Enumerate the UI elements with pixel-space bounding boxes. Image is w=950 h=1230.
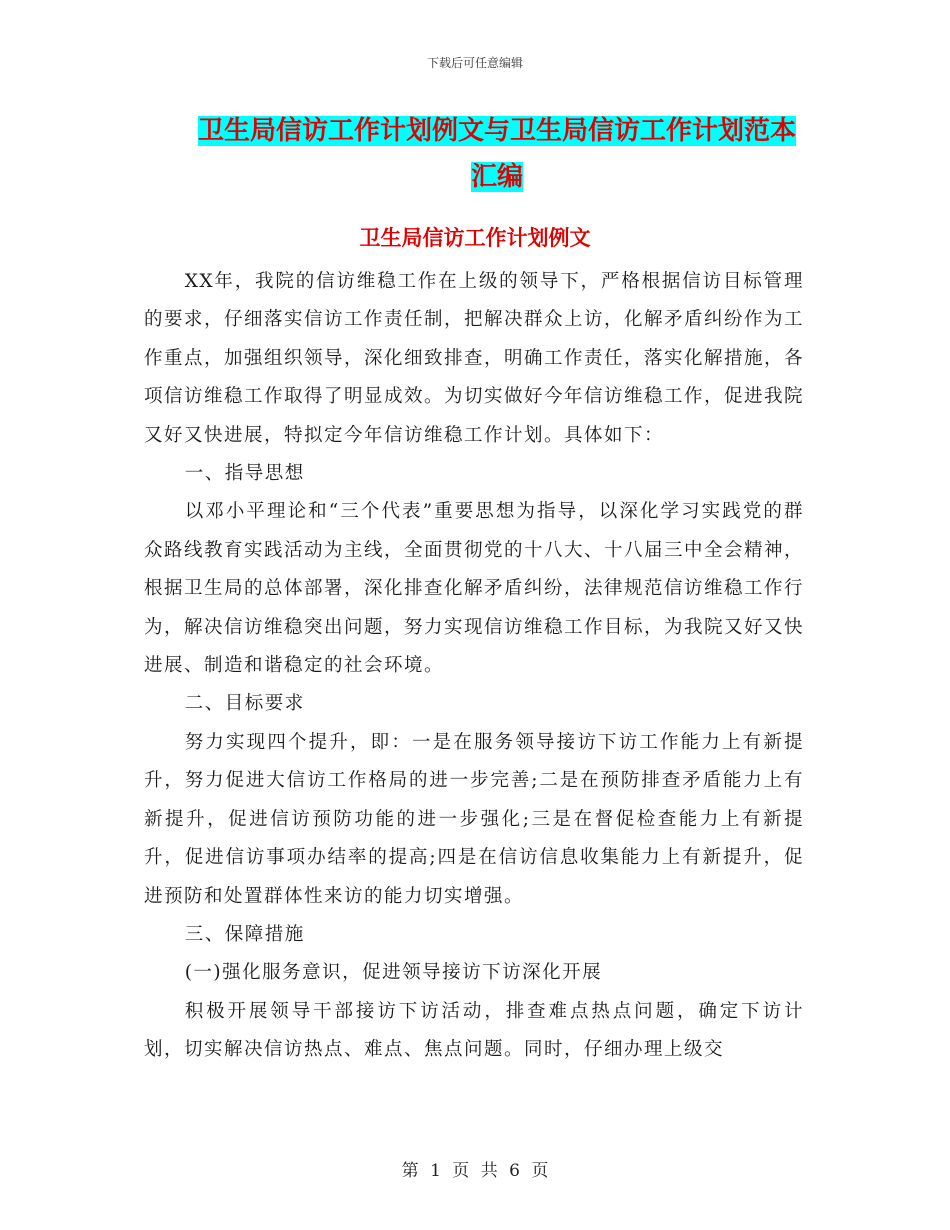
heading-goals: 二、目标要求 [184, 693, 305, 715]
document-title [192, 108, 802, 200]
heading-measures: 三、保障措施 [184, 923, 305, 945]
section-title: 卫生局信访工作计划例文 [359, 225, 591, 250]
subheading-measure-1: (一)强化服务意识，促进领导接访下访深化开展 [184, 962, 603, 984]
heading-guiding-thought: 一、指导思想 [184, 463, 305, 485]
paragraph-guiding-thought: 以邓小平理论和“三个代表”重要思想为指导，以深化学习实践党的群众路线教育实践活动为主线，全面贯彻党的十八大、十八届三中全会精神，根据卫生局的总体部署，深化排查化解矛盾纠纷，法律规范信访维稳工作行为，解决信访维稳突出问题，努力实现信访维稳工作目标，为我院又好又快进展、制造和谐稳定的社会环境。 [144, 501, 805, 677]
paragraph-intro: XX年，我院的信访维稳工作在上级的领导下，严格根据信访目标管理的要求，仔细落实信访工作责任制，把解决群众上访，化解矛盾纠纷作为工作重点，加强组织领导，深化细致排查，明确工作责任，落实化解措施，各项信访维稳工作取得了明显成效。为切实做好今年信访维稳工作，促进我院又好又快进展，特拟定今年信访维稳工作计划。具体如下： [144, 271, 805, 446]
paragraph-measure-1: 积极开展领导干部接访下访活动，排查难点热点问题，确定下访计划，切实解决信访热点、难点、焦点问题。同时，仔细办理上级交 [144, 1000, 804, 1061]
page-number: 第 1 页 共 6 页 [401, 1161, 549, 1181]
paragraph-goals: 努力实现四个提升，即：一是在服务领导接访下访工作能力上有新提升，努力促进大信访工作格局的进一步完善;二是在预防排查矛盾能力上有新提升，促进信访预防功能的进一步强化;三是在督促检查能力上有新提升，促进信访事项办结率的提高;四是在信访信息收集能力上有新提升，促进预防和处置群体性来访的能力切实增强。 [144, 731, 804, 907]
document-title-text: 卫生局信访工作计划例文与卫生局信访工作计划范本汇编 [197, 116, 796, 192]
page-header-note: 下载后可任意编辑 [426, 56, 523, 70]
document-body [144, 263, 804, 1070]
